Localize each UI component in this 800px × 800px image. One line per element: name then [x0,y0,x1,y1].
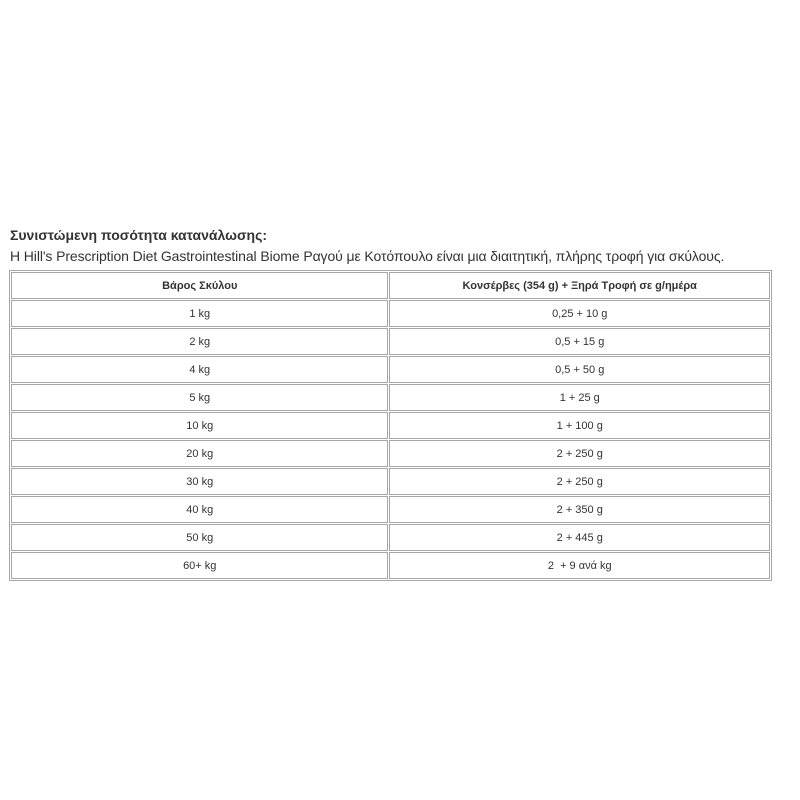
daily-amount-cell: 0,5 + 15 g [389,328,770,355]
dog-weight-cell: 30 kg [11,468,388,495]
daily-amount-cell: 2 + 250 g [389,440,770,467]
dog-weight-cell: 2 kg [11,328,388,355]
feeding-section [9,226,792,581]
feeding-table [9,270,772,581]
table-row [11,356,770,383]
dog-weight-cell: 10 kg [11,412,388,439]
daily-amount-cell: 2 + 350 g [389,496,770,523]
daily-amount-cell: 1 + 100 g [389,412,770,439]
dog-weight-cell: 4 kg [11,356,388,383]
dog-weight-cell: 50 kg [11,524,388,551]
section-heading: Συνιστώμενη ποσότητα κατανάλωσης: [10,227,268,243]
table-row [11,468,770,495]
daily-amount-cell: 0,25 + 10 g [389,300,770,327]
daily-amount-cell: 2 + 445 g [389,524,770,551]
dog-weight-cell: 40 kg [11,496,388,523]
daily-amount-cell: 2 + 250 g [389,468,770,495]
table-row [11,412,770,439]
daily-amount-cell: 2 + 9 ανά kg [389,552,770,579]
column-header-dog-weight: Βάρος Σκύλου [11,272,388,299]
dog-weight-cell: 1 kg [11,300,388,327]
table-row [11,328,770,355]
table-row [11,552,770,579]
table-row [11,300,770,327]
daily-amount-cell: 0,5 + 50 g [389,356,770,383]
product-description: H Hill's Prescription Diet Gastrointestinal Biome Ραγού με Κοτόπουλο είναι μια διαιτητική, πλήρης τροφή για σκύλους. [10,248,725,264]
table-header-row [11,272,770,299]
table-row [11,384,770,411]
table-row [11,524,770,551]
dog-weight-cell: 60+ kg [11,552,388,579]
table-row [11,440,770,467]
table-row [11,496,770,523]
dog-weight-cell: 5 kg [11,384,388,411]
dog-weight-cell: 20 kg [11,440,388,467]
column-header-daily-amount: Κονσέρβες (354 g) + Ξηρά Τροφή σε g/ημέρα [389,272,770,299]
daily-amount-cell: 1 + 25 g [389,384,770,411]
